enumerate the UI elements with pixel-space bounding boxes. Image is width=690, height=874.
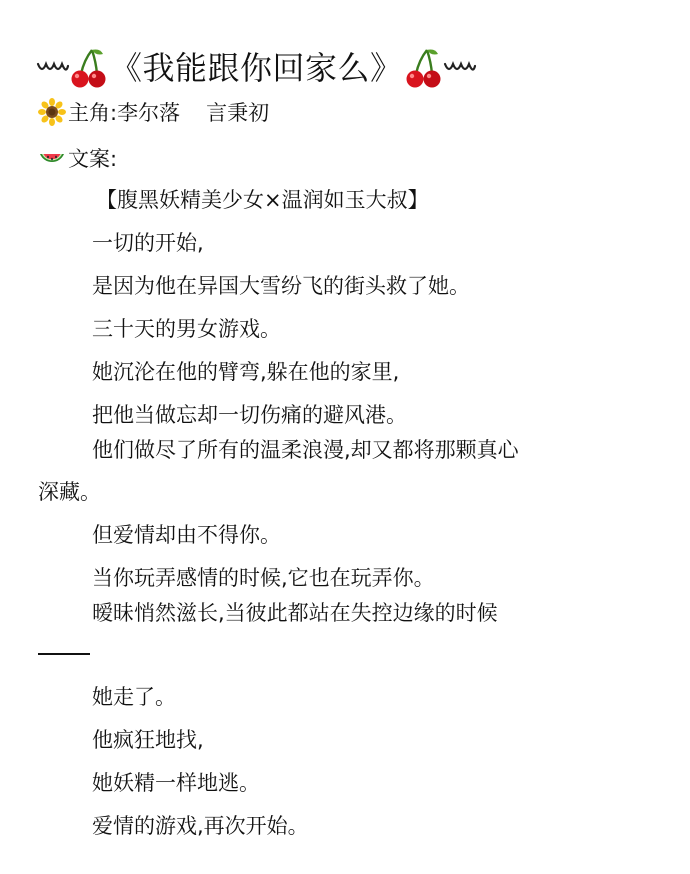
- tagline: 【腹黑妖精美少女×温润如玉大叔】: [96, 188, 429, 212]
- wave-icon: [443, 58, 477, 78]
- protagonist-name-2: 言秉初: [206, 101, 270, 125]
- blurb-line: 她走了。: [92, 685, 176, 709]
- em-dash-divider: [38, 653, 90, 655]
- blurb-line: 她妖精一样地逃。: [92, 771, 260, 795]
- blurb-line: 当你玩弄感情的时候,它也在玩弄你。: [92, 566, 435, 590]
- blurb-line: 深藏。: [38, 480, 101, 504]
- blurb-line: 一切的开始,: [92, 231, 204, 255]
- blurb-line: 把他当做忘却一切伤痛的避风港。: [92, 403, 407, 427]
- blurb-line: 爱情的游戏,再次开始。: [92, 814, 309, 838]
- wave-icon: [36, 58, 70, 78]
- blurb-label-row: [38, 138, 117, 178]
- protagonists-row: [38, 92, 269, 132]
- title-row: [36, 40, 477, 96]
- sunflower-icon: [38, 98, 66, 126]
- watermelon-icon: [38, 144, 66, 172]
- protagonist-name-1: 李尔落: [117, 101, 181, 125]
- page-title: 《我能跟你回家么》: [110, 49, 403, 87]
- cherry-icon: [70, 46, 108, 90]
- blurb-line: 他疯狂地找,: [92, 728, 204, 752]
- blurb-line: 三十天的男女游戏。: [92, 317, 281, 341]
- blurb-line: 她沉沦在他的臂弯,躲在他的家里,: [92, 360, 400, 384]
- blurb-line: 但爱情却由不得你。: [92, 523, 281, 547]
- blurb-line: 他们做尽了所有的温柔浪漫,却又都将那颗真心: [92, 438, 519, 462]
- blurb-line: 是因为他在异国大雪纷飞的街头救了她。: [92, 274, 470, 298]
- cherry-icon: [405, 46, 443, 90]
- blurb-label: 文案:: [68, 147, 118, 171]
- blurb-line: 暧昧悄然滋长,当彼此都站在失控边缘的时候: [92, 601, 498, 625]
- protagonists-label: 主角:: [68, 101, 118, 125]
